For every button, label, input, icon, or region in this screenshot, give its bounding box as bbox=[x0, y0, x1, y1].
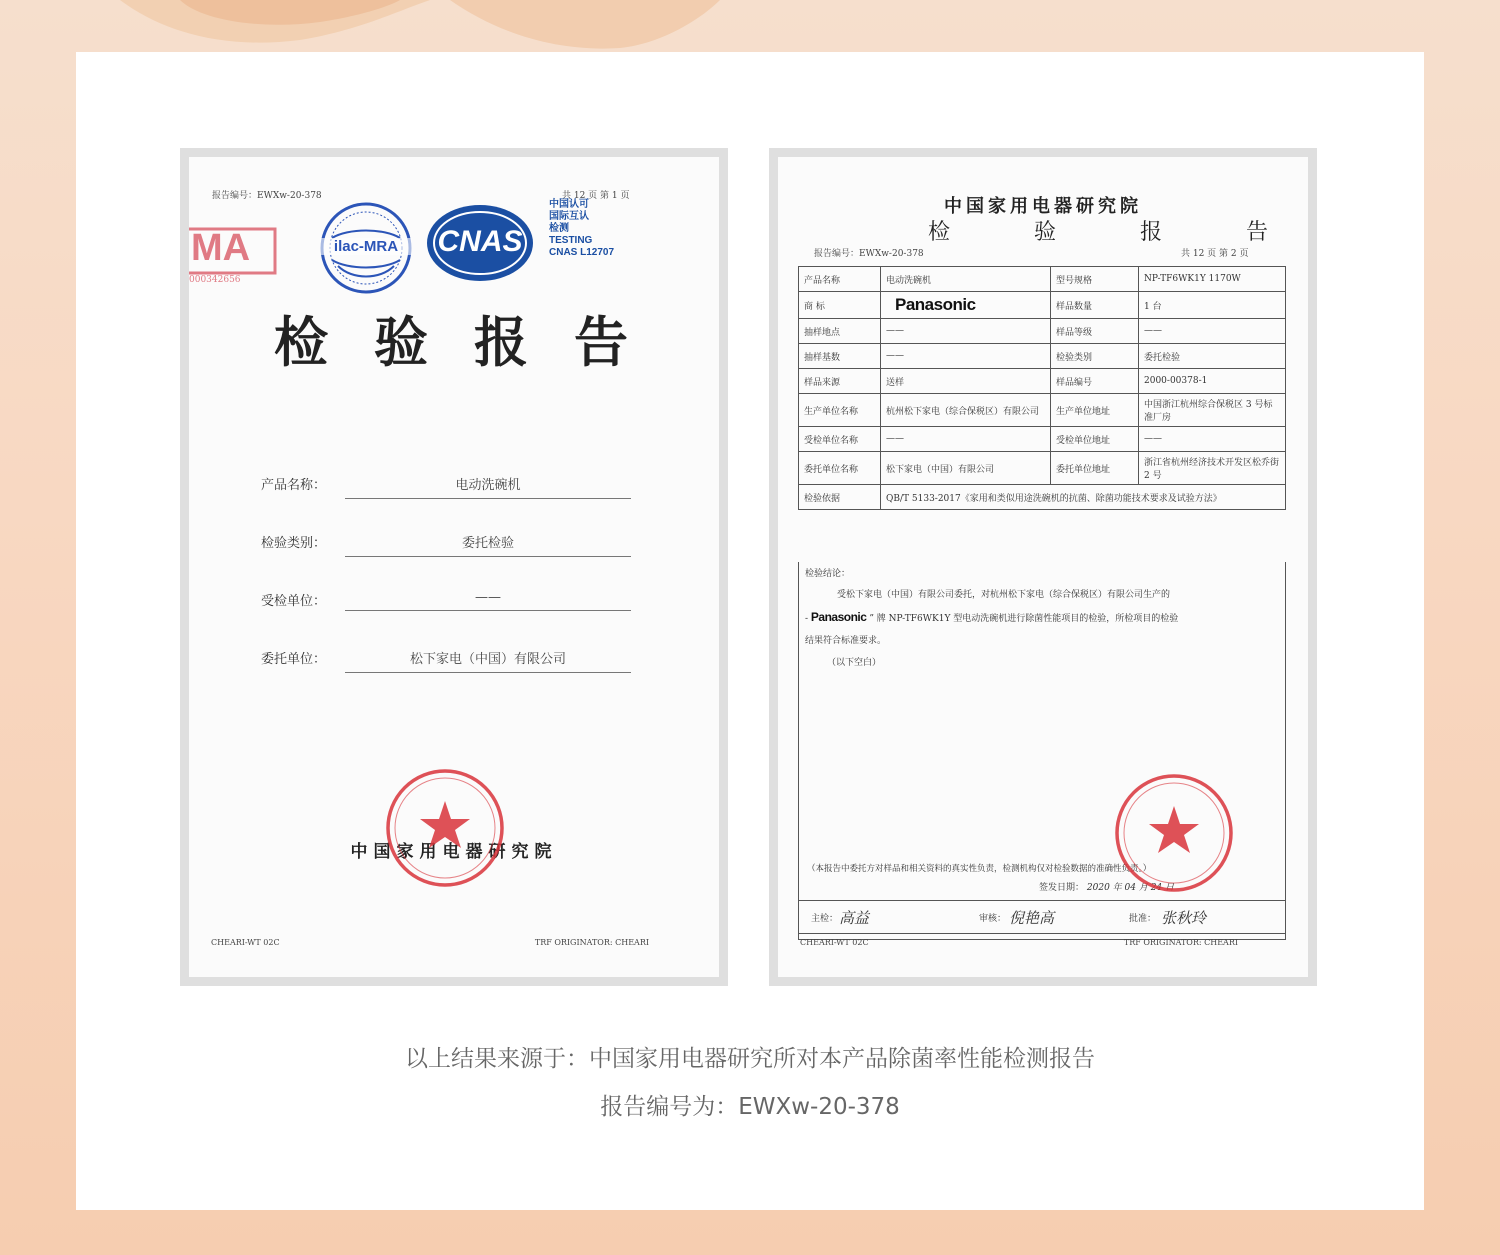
table-cell: 样品编号 bbox=[1051, 369, 1139, 394]
caption-report-number: 报告编号为：EWXw-20-378 bbox=[600, 1094, 900, 1120]
field-inspection-type: 检验类别： 委托检验 bbox=[261, 526, 651, 556]
report-info-table bbox=[798, 266, 1286, 510]
table-cell: 委托单位地址 bbox=[1051, 452, 1139, 485]
table-cell: 杭州松下家电（综合保税区）有限公司 bbox=[881, 394, 1051, 427]
field-product-name: 产品名称： 电动洗碗机 bbox=[261, 468, 651, 498]
table-cell: 电动洗碗机 bbox=[881, 267, 1051, 292]
official-seal bbox=[1113, 772, 1235, 894]
table-cell: 型号规格 bbox=[1051, 267, 1139, 292]
background-decoration bbox=[0, 0, 1500, 60]
table-row bbox=[799, 319, 1286, 344]
table-cell: 浙江省杭州经济技术开发区松乔街 2 号 bbox=[1139, 452, 1286, 485]
caption-source: 以上结果来源于：中国家用电器研究所对本产品除菌率性能检测报告 bbox=[405, 1046, 1095, 1072]
table-cell: Panasonic bbox=[881, 292, 1051, 319]
report-heading: 检 验 报 告 bbox=[928, 220, 1268, 245]
field-inspected-unit: 受检单位： —— bbox=[261, 584, 651, 614]
table-row bbox=[799, 369, 1286, 394]
table-cell: —— bbox=[1139, 427, 1286, 452]
cma-logo: MA 000342656 bbox=[189, 223, 279, 289]
signature-approver: 张秋玲 bbox=[1161, 909, 1207, 927]
table-cell: —— bbox=[881, 427, 1051, 452]
table-cell: 受检单位名称 bbox=[799, 427, 881, 452]
report-cover-page bbox=[180, 148, 728, 986]
accreditation-text: 中国认可 国际互认 检测 TESTING CNAS L12707 bbox=[549, 199, 615, 258]
signature-row: 主检： 高益 审核： 倪艳高 批准： 张秋玲 bbox=[798, 900, 1286, 934]
table-cell: 产品名称 bbox=[799, 267, 881, 292]
table-cell: 样品来源 bbox=[799, 369, 881, 394]
table-cell: 1 台 bbox=[1139, 292, 1286, 319]
report-number: 报告编号：EWXw-20-378 bbox=[212, 191, 322, 201]
table-cell: NP-TF6WK1Y 1170W bbox=[1139, 267, 1286, 292]
table-cell: 委托单位名称 bbox=[799, 452, 881, 485]
table-cell: 中国浙江杭州综合保税区 3 号标准厂房 bbox=[1139, 394, 1286, 427]
page-number: 共 12 页 第 2 页 bbox=[1181, 249, 1249, 259]
institute-name: 中国家用电器研究院 bbox=[350, 842, 558, 862]
report-detail-page bbox=[769, 148, 1317, 986]
footer-form-code: CHEARI-WT 02C bbox=[211, 938, 280, 947]
ilac-mra-logo: ilac-MRA bbox=[318, 200, 414, 296]
table-cell: 检验依据 bbox=[799, 485, 881, 510]
cnas-logo: CNAS bbox=[425, 203, 535, 283]
institute-header: 中国家用电器研究院 bbox=[944, 196, 1142, 217]
disclaimer: （本报告中委托方对样品和相关资料的真实性负责，检测机构仅对检验数据的准确性负责。） bbox=[807, 864, 1152, 874]
signature-inspector: 高益 bbox=[839, 909, 870, 927]
table-row bbox=[799, 344, 1286, 369]
issue-date: 签发日期： 2020 年 04 月 24 日 bbox=[1039, 883, 1175, 893]
table-cell: 2000-00378-1 bbox=[1139, 369, 1286, 394]
table-cell: 商 标 bbox=[799, 292, 881, 319]
table-row bbox=[799, 427, 1286, 452]
table-row bbox=[799, 292, 1286, 319]
signature-reviewer: 倪艳高 bbox=[1009, 909, 1055, 927]
report-number: 报告编号：EWXw-20-378 bbox=[814, 249, 924, 259]
table-cell: 检验类别 bbox=[1051, 344, 1139, 369]
table-cell: 抽样基数 bbox=[799, 344, 881, 369]
footer-originator: TRF ORIGINATOR: CHEARI bbox=[1123, 938, 1238, 947]
report-title: 检验报告 bbox=[274, 310, 674, 374]
footer-form-code: CHEARI-WT 02C bbox=[800, 938, 869, 947]
footer-originator: TRF ORIGINATOR: CHEARI bbox=[534, 938, 649, 947]
table-row bbox=[799, 267, 1286, 292]
table-row bbox=[799, 485, 1286, 510]
table-cell: 样品数量 bbox=[1051, 292, 1139, 319]
table-cell: —— bbox=[881, 319, 1051, 344]
page-number: 共 12 页 第 1 页 bbox=[562, 191, 630, 201]
table-cell: QB/T 5133-2017《家用和类似用途洗碗机的抗菌、除菌功能技术要求及试验方法》 bbox=[881, 485, 1286, 510]
table-row bbox=[799, 394, 1286, 427]
table-cell: 送样 bbox=[881, 369, 1051, 394]
table-cell: 受检单位地址 bbox=[1051, 427, 1139, 452]
table-cell: —— bbox=[881, 344, 1051, 369]
brand-text: Panasonic bbox=[810, 610, 867, 624]
field-client-unit: 委托单位： 松下家电（中国）有限公司 bbox=[261, 642, 651, 672]
content-panel bbox=[76, 52, 1424, 1210]
table-cell: 抽样地点 bbox=[799, 319, 881, 344]
table-cell: 松下家电（中国）有限公司 bbox=[881, 452, 1051, 485]
inspection-conclusion: 检验结论： 受松下家电（中国）有限公司委托，对杭州松下家电（综合保税区）有限公司生产的 - Panasonic ” 牌 NP-TF6WK1Y 型电动洗碗机进行除菌性能项目的检验，所检项目的检验 结果符合标准要求。 （以下空白） （本报告中委托方对样品和相关资料的真实性负责，检测机构仅对检验数据的准确性负责。） 签发日期： 2020 年 04 月 24 日 bbox=[798, 562, 1286, 940]
table-cell: 生产单位名称 bbox=[799, 394, 881, 427]
table-cell: 委托检验 bbox=[1139, 344, 1286, 369]
table-cell: 样品等级 bbox=[1051, 319, 1139, 344]
official-seal bbox=[384, 767, 506, 889]
table-row bbox=[799, 452, 1286, 485]
table-cell: —— bbox=[1139, 319, 1286, 344]
table-cell: 生产单位地址 bbox=[1051, 394, 1139, 427]
